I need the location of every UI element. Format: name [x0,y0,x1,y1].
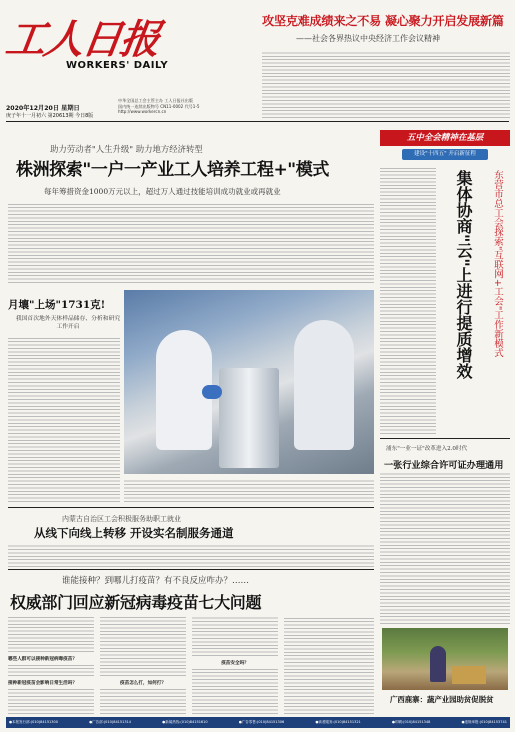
guangxi-photo [382,628,508,690]
masthead [2,4,256,119]
lead-kicker: 助力劳动者"人生升级" 助力地方经济转型 [50,144,203,154]
footer-item-6: ●印刷:(010)84151348 [391,720,431,724]
issue-number: 庚子年十一月初六 第20613期 今日8版 [6,113,94,119]
moon-subtitle: 我国首次地外天体样品储存、分析和研究工作开启 [15,316,121,330]
section-divider-1 [8,507,374,508]
photo-farmer [430,646,446,682]
trade-body [380,472,510,624]
footer-bar [6,717,510,728]
vaccine-col-2b-text [100,688,186,714]
publisher-line: 工人日报社出版 [164,98,193,103]
guangxi-title: 广西鹿寨：蔬产业园助贫促脱贫 [390,695,494,704]
lead-body [8,203,374,283]
vaccine-col-4-text [284,616,374,714]
vaccine-col-1-text [8,616,94,652]
section-divider-2 [8,569,374,570]
footer-item-2: ●广告部:(010)84151314 [89,720,132,724]
footer-item-5: ●读者服务:(010)84151321 [315,720,361,724]
photo-equipment [219,368,279,468]
vaccine-col-2-text [100,616,186,676]
vaccine-q4: 疫苗安全吗？ [221,661,249,666]
top-headline-subtitle: ——社会各界热议中央经济工作会议精神 [296,34,440,43]
top-headline-block [258,4,510,119]
right-vertical-title: 集体协商"云"上进行提质增效 [454,170,473,379]
vaccine-kicker: 谁能接种？到哪儿打疫苗？有不良反应咋办？…… [62,576,250,586]
photo-gloves [202,385,222,399]
lab-photo-caption [124,478,374,502]
right-vertical-subtitle: 东营市总工会探索"互联网+工会"工作新模式 [492,170,503,358]
photo-crate [452,666,486,684]
vaccine-columns [8,616,374,714]
website-line: http://www.workercn.cn [118,109,167,115]
footer-item-7: ●违规举报:(010)84153741 [461,720,507,724]
trade-kicker: 浦东"一业一证"改革进入2.0时代 [386,446,468,452]
vaccine-col-3-text [192,616,278,656]
right-col-text-a [380,166,436,434]
vaccine-title: 权威部门回应新冠病毒疫苗七大问题 [10,593,262,612]
vaccine-q1: 哪些人群可以接种新冠病毒疫苗？ [8,657,77,662]
lead-subtitle: 每年筹措资金1000万元以上，超过万人通过技能培训成功就业或再就业 [44,187,281,196]
issue-date: 2020年12月20日 星期日 [6,105,80,112]
photo-researcher-right [294,320,354,450]
right-banner: 五中全会精神在基层 [380,130,510,146]
footer-item-1: ●本报发行部:(010)84151300 [9,720,58,724]
vaccine-col-1b-text [8,664,94,676]
moon-title: 月壤"上场"1731克! [8,299,106,311]
publisher-block [118,98,256,115]
right-tag: 建设"十四五" 开启新征程 [402,149,488,160]
footer-item-4: ●广告零售:(010)84151306 [238,720,285,724]
moon-body [8,336,120,502]
vaccine-q2: 接种新冠疫苗会影响日常生活吗？ [8,681,77,686]
vaccine-col-3b-text [192,668,278,714]
vaccine-q3: 疫苗怎么打，如何打？ [120,681,166,686]
masthead-divider [6,121,509,122]
right-divider [380,438,510,439]
lead-title: 株洲探索"一户一产业工人培养工程+"模式 [16,160,329,180]
top-headline-title: 攻坚克难成绩来之不易 凝心聚力开启发展新篇 [262,14,504,28]
footer-item-3: ●新闻热线:(010)84151610 [162,720,208,724]
newspaper-logo-en: WORKERS' DAILY [66,60,169,71]
trade-title: 一张行业综合许可证办理通用 [384,460,504,471]
vaccine-col-1c-text [8,688,94,714]
inner-mongolia-kicker: 内蒙古自治区工会积极服务助职工就业 [62,515,181,523]
lab-photo [124,290,374,474]
issn-line: 中华全国总工会主管主办 [118,98,164,103]
inner-mongolia-title: 从线下向线上转移 开设实名制服务通道 [34,526,234,540]
top-headline-body [262,50,510,118]
newspaper-logo: 工人日报 [2,16,162,63]
cn-line: 国内统一连续出版物号 CN11-0002 代号1-5 [118,103,200,109]
inner-mongolia-body [8,545,374,567]
